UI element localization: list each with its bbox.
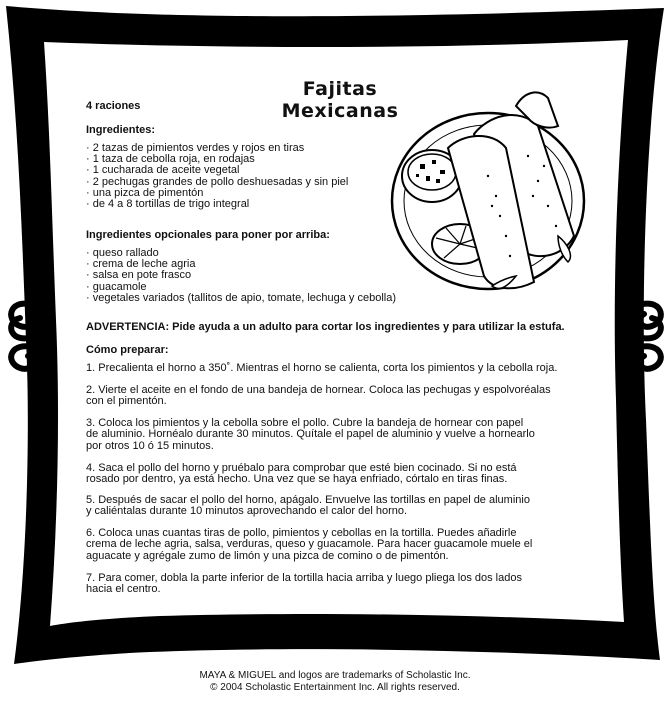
step-item: 3. Coloca los pimientos y la cebolla sobre el pollo. Cubre la bandeja de hornear con papel de aluminio. Hornéalo durante 30 minutos. Quítale el papel de aluminio y vuelve a hornearlo por otros 10 ó 15 minutos. — [86, 417, 535, 452]
list-item: · salsa en pote frasco — [86, 269, 192, 282]
list-item: · queso rallado — [86, 247, 159, 259]
step-item: 5. Después de sacar el pollo del horno, apágalo. Envuelve las tortillas en papel de aluminio y caliéntalas durante 10 minutos aprovechando el calor del horno. — [86, 494, 530, 518]
list-item: · guacamole — [86, 280, 147, 293]
list-item: · 2 tazas de pimientos verdes y rojos en tiras — [86, 142, 305, 154]
left-scroll-ornament — [11, 304, 36, 369]
step-item: 6. Coloca unas cuantas tiras de pollo, pimientos y cebollas en la tortilla. Puedes añadirle crema de leche agria, salsa, verduras, queso y guacamole. Para hacer guacamole muele el aguacate y agrégale zumo de limón y una pizca de comino o de pimentón. — [86, 527, 533, 562]
list-item: · una pizca de pimentón — [86, 186, 204, 199]
recipe-title: Fajitas Mexicanas — [281, 78, 399, 122]
trademark-line: MAYA & MIGUEL and logos are trademarks of Scholastic Inc. — [199, 670, 471, 681]
fajitas-plate-illustration — [388, 86, 603, 301]
ingredients-heading: Ingredientes: — [86, 124, 156, 136]
step-item: 7. Para comer, dobla la parte inferior de la tortilla hacia arriba y luego pliega los dos lados hacia el centro. — [86, 572, 522, 596]
servings: 4 raciones — [86, 100, 141, 112]
list-item: · de 4 a 8 tortillas de trigo integral — [86, 198, 250, 211]
step-item: 4. Saca el pollo del horno y pruébalo para comprobar que esté bien cocinado. Si no está rosado por dentro, ya está hecho. Una vez que se haya enfriado, córtalo en tiras finas. — [86, 462, 517, 486]
preparation-heading: Cómo preparar: — [86, 344, 169, 356]
optional-ingredients-heading: Ingredientes opcionales para poner por arriba: — [86, 229, 330, 241]
list-item: · crema de leche agria — [86, 258, 196, 271]
step-item: 1. Precalienta el horno a 350˚. Mientras el horno se calienta, corta los pimientos y la cebolla roja. — [86, 362, 558, 374]
optional-ingredients-list — [86, 248, 396, 304]
list-item: · vegetales variados (tallitos de apio, tomate, lechuga y cebolla) — [86, 291, 397, 304]
list-item: · 2 pechugas grandes de pollo deshuesadas y sin piel — [86, 175, 349, 188]
ingredients-list — [86, 143, 348, 210]
list-item: · 1 taza de cebolla roja, en rodajas — [86, 153, 255, 166]
right-scroll-ornament — [636, 304, 661, 369]
list-item: · 1 cucharada de aceite vegetal — [86, 164, 240, 177]
step-item: 2. Vierte el aceite en el fondo de una bandeja de hornear. Coloca las pechugas y espolvoréalas con el pimentón. — [86, 384, 551, 408]
safety-warning: ADVERTENCIA: Pide ayuda a un adulto para cortar los ingredientes y para utilizar la estufa. — [86, 321, 565, 333]
copyright-line: © 2004 Scholastic Entertainment Inc. All rights reserved. — [210, 682, 460, 693]
copyright-footer — [0, 670, 670, 694]
